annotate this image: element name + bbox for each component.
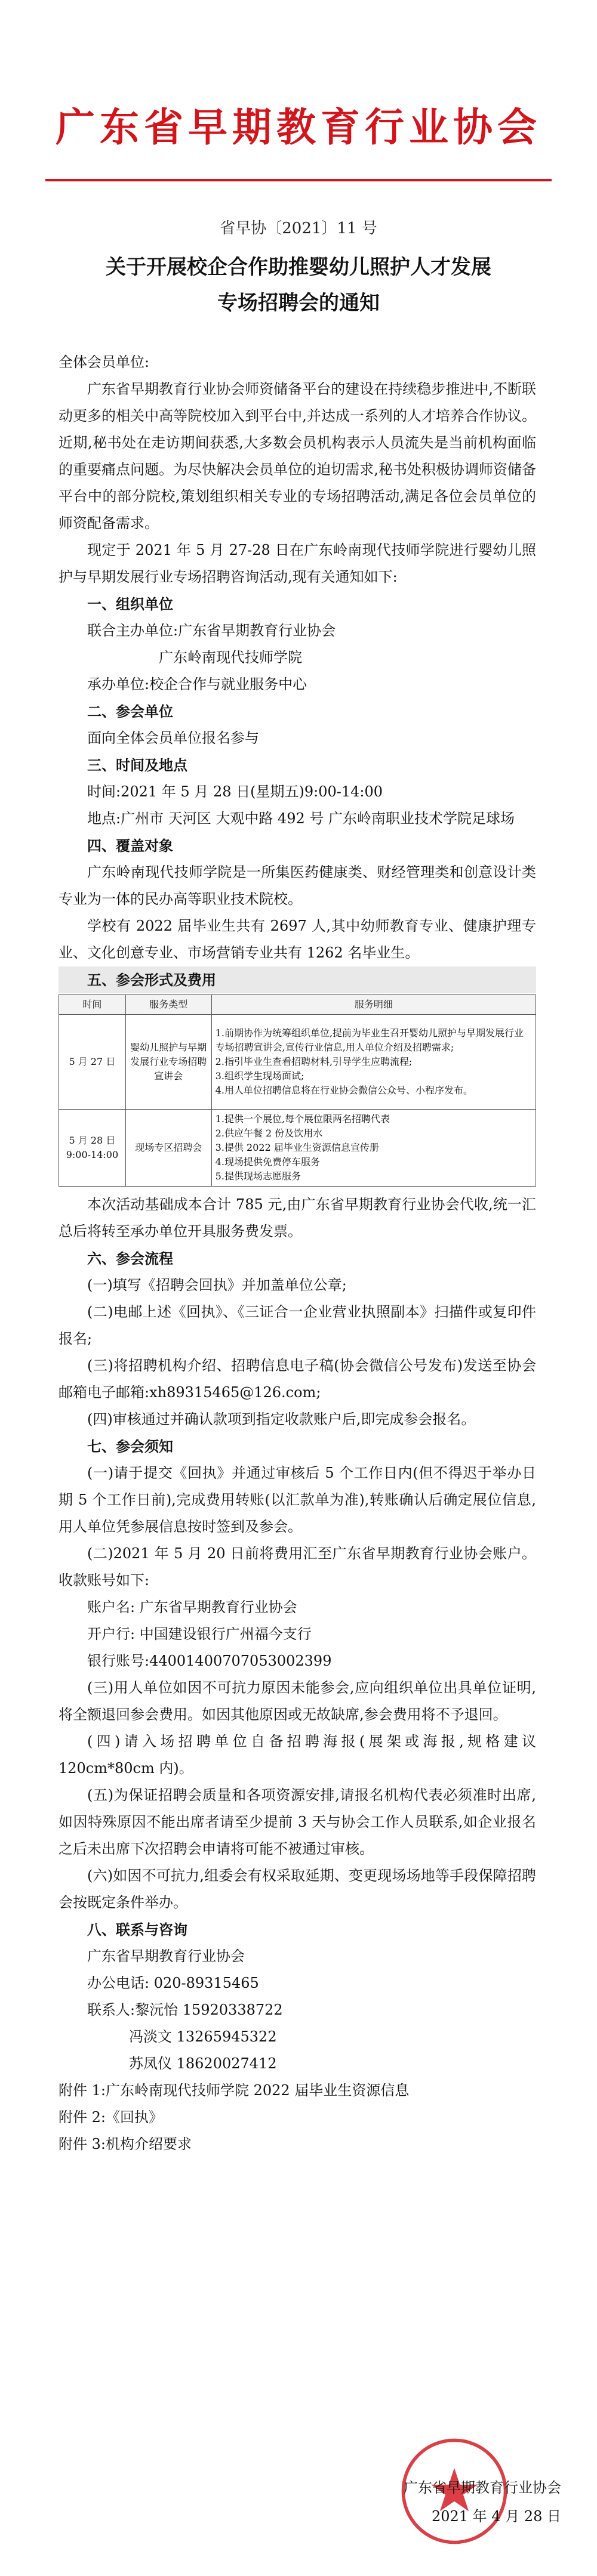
coverage-text-2: 学校有 2022 届毕业生共有 2697 人,其中幼师教育专业、健康护理专业、文化创意专业、市场营销专业共有 1262 名毕业生。 — [59, 918, 536, 961]
host-units: 联合主办单位:广东省早期教育行业协会 — [87, 622, 336, 639]
event-time: 时间:2021 年 5 月 28 日(星期五)9:00-14:00 — [87, 783, 383, 800]
salutation: 全体会员单位: — [59, 354, 150, 370]
host-unit-2: 广东岭南现代技师学院 — [159, 649, 302, 666]
service-item: 1.前期协作为统筹组织单位,提前为毕业生召开婴幼儿照护与早期发展行业专场招聘宣讲会,宣传行业信息,用人单位介绍及招聘需求; — [215, 1027, 524, 1053]
intro-paragraph-2: 现定于 2021 年 5 月 27-28 日在广东岭南现代技师学院进行婴幼儿照护与早期发展行业专场招聘咨询活动,现有关通知如下: — [59, 542, 536, 585]
table-header: 时间 — [59, 995, 126, 1015]
section-title-contact: 八、联系与咨询 — [87, 1921, 187, 1938]
fees-table — [59, 994, 536, 1187]
note-item: (二)2021 年 5 月 20 日前将费用汇至广东省早期教育行业协会账户。收款账号如下: — [59, 1545, 536, 1589]
note-item: (五)为保证招聘会质量和各项资源安排,请报名机构代表必须准时出席,如因特殊原因不能出席者请至少提前 3 天与协会工作人员联系,如企业报名之后未出席下次招聘会申请将可能不被通过审核。 — [59, 1787, 536, 1857]
section-title-participants: 二、参会单位 — [87, 703, 173, 720]
table-row — [59, 1015, 536, 1110]
header-divider — [45, 179, 552, 181]
intro-paragraph-1: 广东省早期教育行业协会师资储备平台的建设在持续稳步推进中,不断联动更多的相关中高等院校加入到平台中,并达成一系列的人才培养合作协议。近期,秘书处在走访期间获悉,大多数会员机构表示人员流失是当前机构面临的重要痛点问题。为尽快解决会员单位的迫切需求,秘书处积极协调师资储备平台中的部分院校,策划组织相关专业的专场招聘活动,满足各位会员单位的师资配备需求。 — [59, 381, 536, 532]
service-item: 2.供应午餐 2 份及饮用水 — [215, 1128, 323, 1139]
section-title-organizers: 一、组织单位 — [87, 595, 173, 613]
table-cell-items — [211, 1015, 536, 1110]
note-item: (一)请于提交《回执》并通过审核后 5 个工作日内(但不得迟于举办日期 5 个工作日前),完成费用转账(以汇款单为准),转账确认后确定展位信息,用人单位凭参展信息按时签到及参会。 — [59, 1465, 536, 1535]
note-item: (三)用人单位如因不可抗力原因未能参会,应向组织单位出具单位证明,将全额退回参会费用。如因其他原因或无故缺席,参会费用将不予退回。 — [59, 1679, 536, 1723]
process-step: (四)审核通过并确认款项到指定收款账户后,即完成参会报名。 — [87, 1411, 476, 1428]
process-step: (二)电邮上述《回执》、《三证合一企业营业执照副本》扫描件或复印件报名; — [59, 1304, 536, 1347]
service-item: 1.提供一个展位,每个展位限两名招聘代表 — [215, 1113, 390, 1125]
table-header: 服务类型 — [125, 995, 211, 1015]
attachment-item: 附件 1:广东岭南现代技师学院 2022 届毕业生资源信息 — [59, 2082, 410, 2099]
service-item: 4.用人单位招聘信息将在行业协会微信公众号、小程序发布。 — [215, 1085, 473, 1096]
table-cell-time: 5 月 28 日 9:00-14:00 — [59, 1110, 126, 1187]
bank-name: 开户行: 中国建设银行广州福今支行 — [87, 1626, 312, 1642]
signature-date: 2021 年 4 月 28 日 — [431, 2508, 561, 2525]
notice-title-line1: 关于开展校企合作助推婴幼儿照护人才发展 — [106, 255, 491, 279]
note-item: (六)如因不可抗力,组委会有权采取延期、变更现场场地等手段保障招聘会按既定条件举办。 — [59, 1867, 536, 1911]
table-header: 服务明细 — [211, 995, 536, 1015]
table-cell-type: 婴幼儿照护与早期发展行业专场招聘宣讲会 — [125, 1015, 211, 1110]
participants-text: 面向全体会员单位报名参与 — [87, 730, 259, 746]
office-phone: 办公电话: 020-89315465 — [87, 1975, 259, 1991]
document-number: 省早协〔2021〕11 号 — [220, 220, 377, 237]
undertaking-unit: 承办单位:校企合作与就业服务中心 — [87, 676, 307, 693]
process-step: (三)将招聘机构介绍、招聘信息电子稿(协会微信公号发布)发送至协会邮箱电子邮箱:xh89315465@126.com; — [59, 1357, 536, 1401]
bank-account: 银行账号:44001400707053002399 — [87, 1653, 332, 1669]
org-title: 广东省早期教育行业协会 — [56, 104, 541, 150]
attachment-item: 附件 2:《回执》 — [59, 2109, 163, 2126]
signature-org: 广东省早期教育行业协会 — [404, 2479, 561, 2496]
process-step: (一)填写《招聘会回执》并加盖单位公章; — [87, 1277, 347, 1293]
contact-org: 广东省早期教育行业协会 — [87, 1948, 245, 1965]
service-item: 3.组织学生现场面试; — [215, 1070, 304, 1082]
notice-title-line2: 专场招聘会的通知 — [217, 291, 380, 315]
contact-person: 冯淡文 13265945322 — [129, 2028, 277, 2045]
section-title-format-fees: 五、参会形式及费用 — [59, 966, 536, 993]
section-title-notes: 七、参会须知 — [87, 1438, 173, 1455]
account-name: 账户名: 广东省早期教育行业协会 — [87, 1599, 297, 1616]
section-title-coverage: 四、覆盖对象 — [87, 837, 173, 854]
event-place: 地点:广州市 天河区 大观中路 492 号 广东岭南职业技术学院足球场 — [87, 810, 515, 827]
fee-note: 本次活动基础成本合计 785 元,由广东省早期教育行业协会代收,统一汇总后将转至承办单位开具服务费发票。 — [59, 1196, 536, 1240]
section-title-process: 六、参会流程 — [87, 1250, 173, 1267]
service-item: 3.提供 2022 届毕业生资源信息宣传册 — [215, 1142, 379, 1153]
service-item: 5.提供现场志愿服务 — [215, 1170, 301, 1182]
note-item: (四)请入场招聘单位自备招聘海报(展架或海报,规格建议 120cm*80cm 内)。 — [59, 1733, 536, 1777]
notice-body — [59, 349, 536, 2158]
coverage-text-1: 广东岭南现代技师学院是一所集医药健康类、财经管理类和创意设计类专业为一体的民办高等职业技术院校。 — [59, 864, 536, 907]
service-item: 2.指引毕业生查看招聘材料,引导学生应聘流程; — [215, 1056, 413, 1067]
table-header-row — [59, 995, 536, 1015]
table-cell-time: 5 月 27 日 — [59, 1015, 126, 1110]
contact-person: 联系人:黎沅怡 15920338722 — [87, 2002, 283, 2018]
attachment-item: 附件 3:机构介绍要求 — [59, 2136, 192, 2152]
section-title-time-place: 三、时间及地点 — [87, 756, 187, 774]
table-row — [59, 1110, 536, 1187]
service-item: 4.现场提供免费停车服务 — [215, 1156, 320, 1167]
table-cell-items — [211, 1110, 536, 1187]
table-cell-type: 现场专区招聘会 — [125, 1110, 211, 1187]
contact-person: 苏凤仪 18620027412 — [129, 2055, 277, 2072]
